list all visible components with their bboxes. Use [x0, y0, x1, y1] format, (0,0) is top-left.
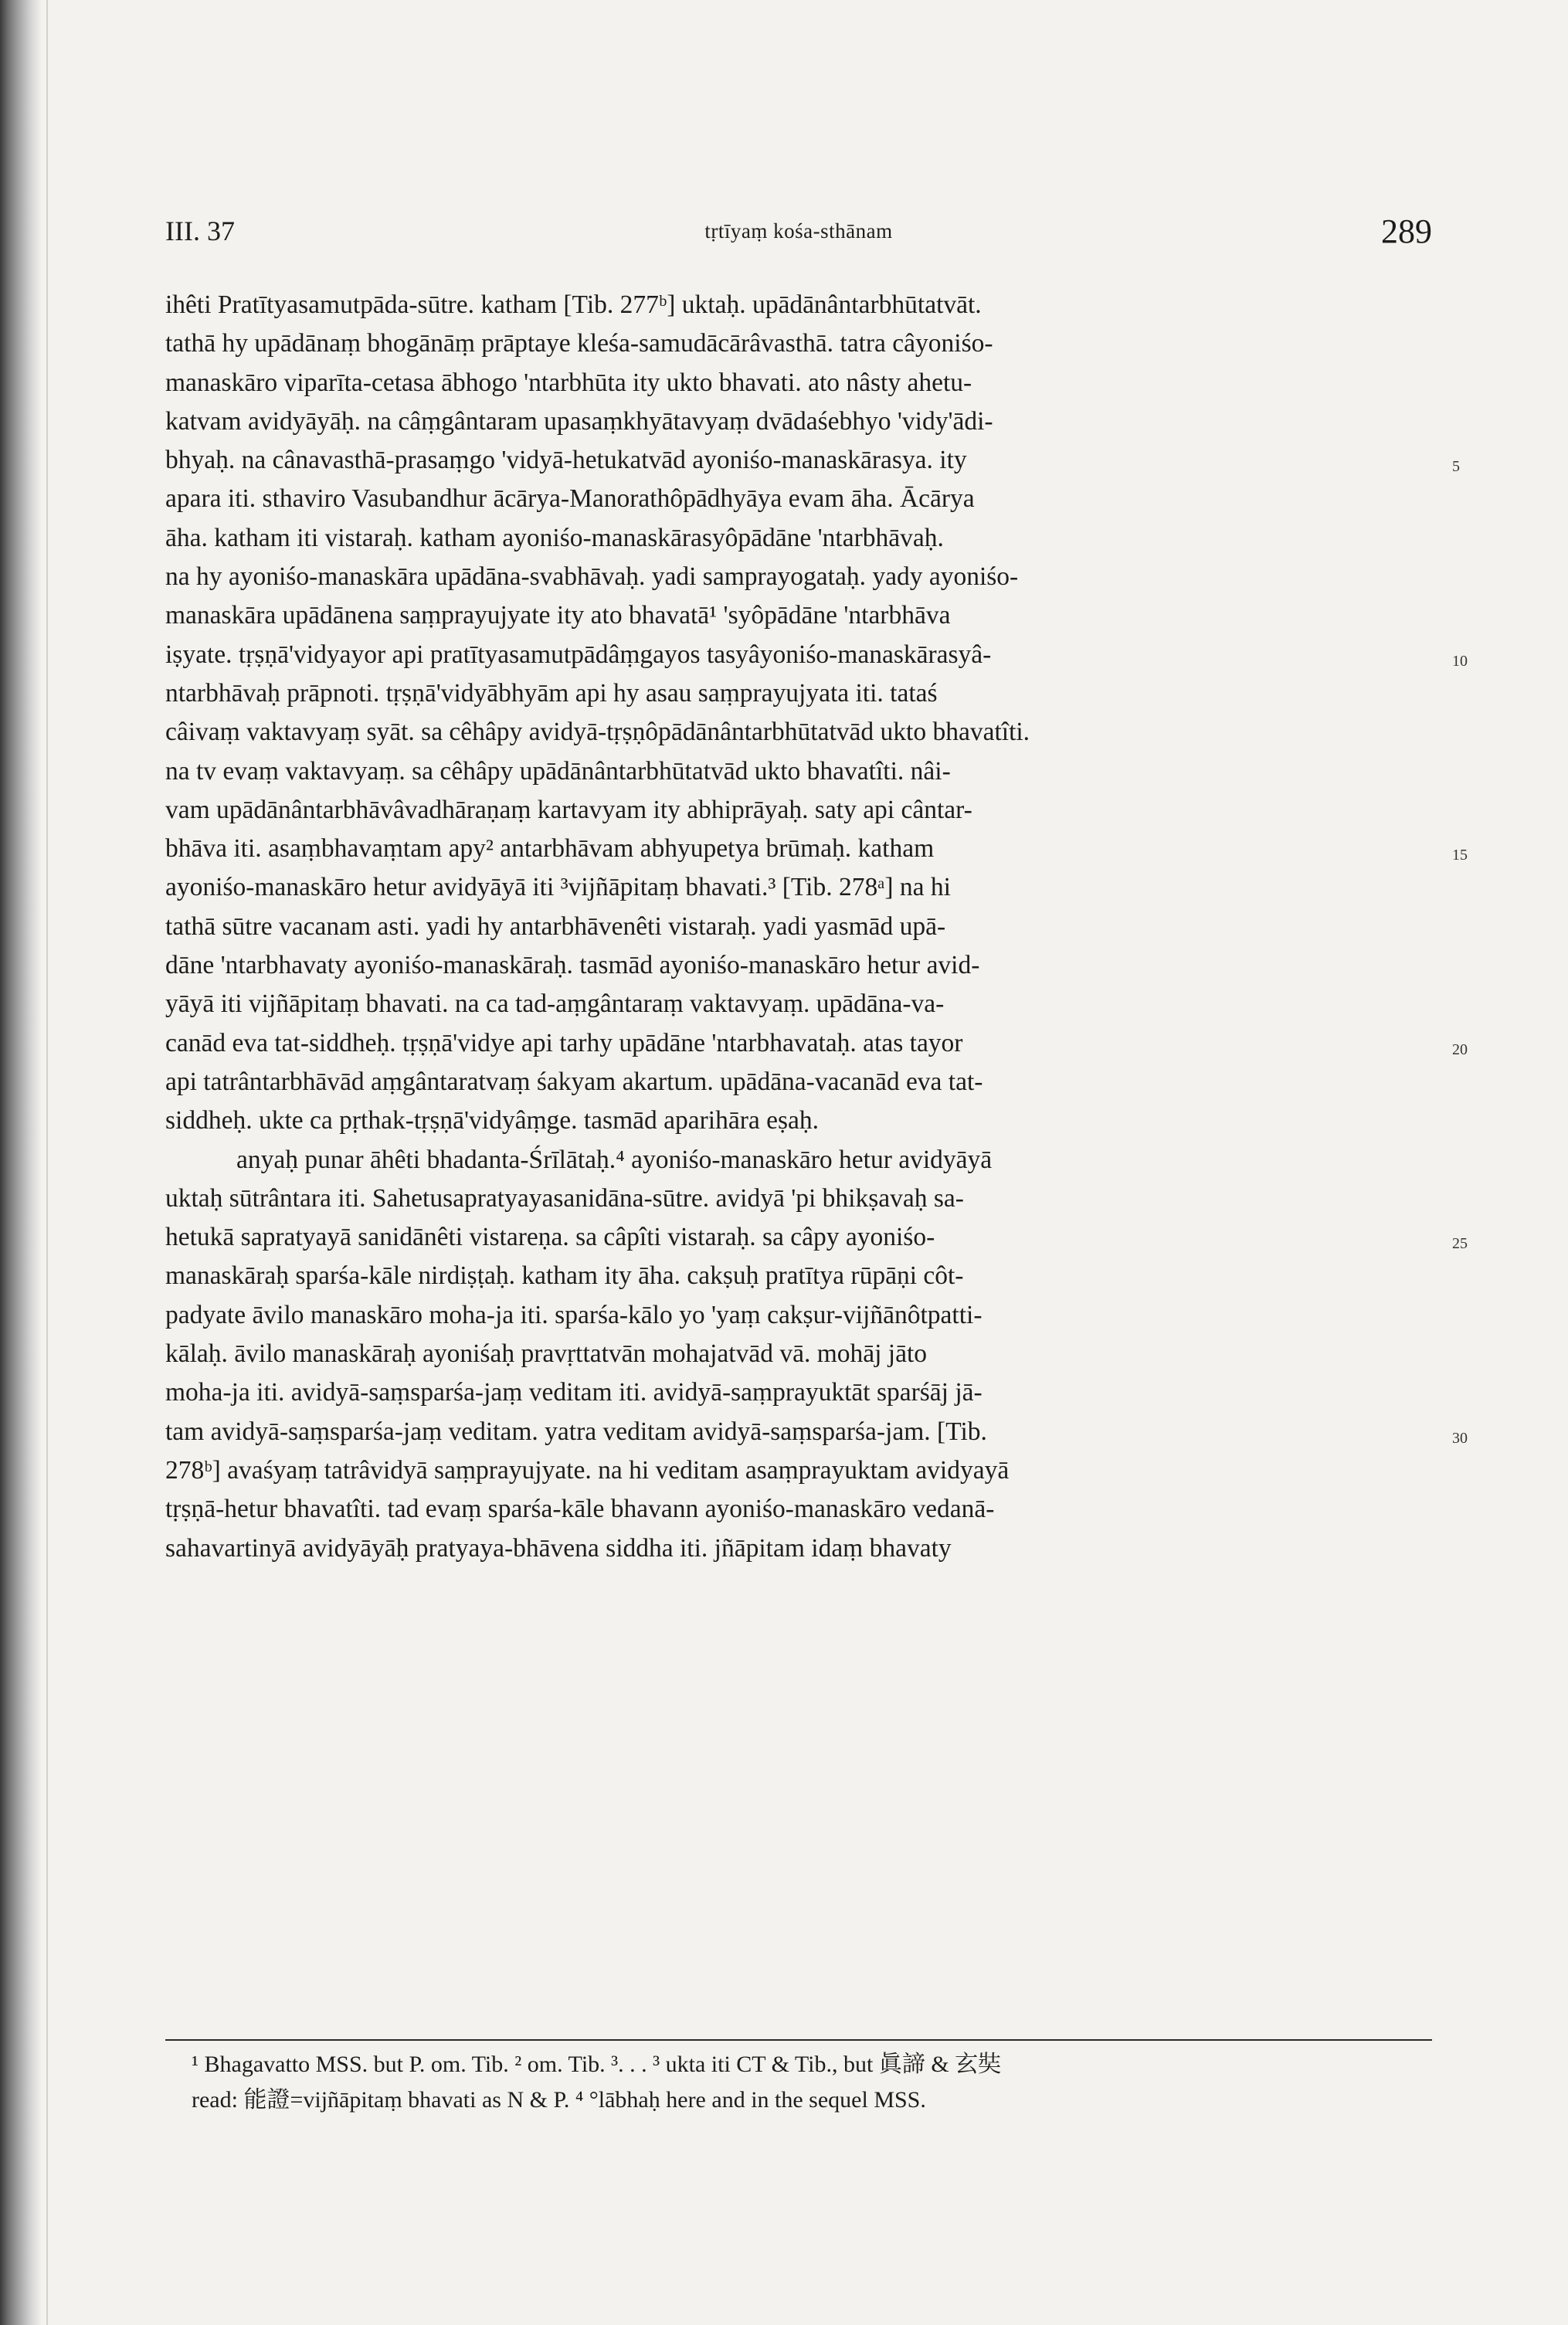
text-line-content: yāyā iti vijñāpitaṃ bhavati. na ca tad-aṃgântaraṃ vaktavyaṃ. upādāna-va- [165, 989, 945, 1019]
section-reference: III. 37 [165, 216, 235, 246]
line-number: 30 [1452, 1429, 1468, 1447]
text-line-content: uktaḥ sūtrântara iti. Sahetusapratyayasanidāna-sūtre. avidyā 'pi bhikṣavaḥ sa- [165, 1183, 964, 1213]
text-line [165, 713, 1432, 752]
text-line [165, 324, 1432, 363]
text-line-content: tathā sūtre vacanam asti. yadi hy antarbhāvenêti vistaraḥ. yadi yasmād upā- [165, 911, 946, 941]
text-line-content: câivaṃ vaktavyaṃ syāt. sa cêhâpy avidyā-tṛṣṇôpādānântarbhūtatvād ukto bhavatîti. [165, 718, 1030, 747]
gutter-line [46, 0, 48, 2325]
text-line [165, 674, 1432, 713]
main-text-block [165, 286, 1468, 1568]
text-line [165, 868, 1432, 907]
text-line-content: canād eva tat-siddheḥ. tṛṣṇā'vidye api tarhy upādāne 'ntarbhavataḥ. atas tayor [165, 1028, 963, 1057]
text-line [165, 1451, 1432, 1490]
text-line [165, 1257, 1432, 1295]
text-line-content: sahavartinyā avidyāyāḥ pratyaya-bhāvena siddha iti. jñāpitam idaṃ bhavaty [165, 1533, 952, 1563]
line-number: 20 [1452, 1040, 1468, 1058]
text-line [165, 1296, 1432, 1335]
text-line-content: manaskāro viparīta-cetasa ābhogo 'ntarbhūta ity ukto bhavati. ato nâsty ahetu- [165, 368, 972, 397]
text-line [165, 1218, 1468, 1257]
text-line-content: moha-ja iti. avidyā-saṃsparśa-jaṃ veditam iti. avidyā-saṃprayuktāt sparśāj jā- [165, 1378, 983, 1407]
text-line [165, 1101, 1432, 1140]
text-line [165, 636, 1468, 674]
text-line [165, 480, 1432, 518]
text-line [165, 830, 1468, 868]
text-line [165, 596, 1432, 635]
footnote-line: ¹ Bhagavatto MSS. but P. om. Tib. ² om. Tib. ³. . . ³ ukta iti CT & Tib., but 眞諦 & 玄奘 [192, 2052, 1002, 2077]
running-title: tṛtīyaṃ kośa-sthānam [704, 219, 893, 243]
text-line-content: api tatrântarbhāvād aṃgântaratvaṃ śakyam akartum. upādāna-vacanād eva tat- [165, 1067, 983, 1096]
text-line [165, 1024, 1468, 1063]
text-line-content: ayoniśo-manaskāro hetur avidyāyā iti ³vijñāpitaṃ bhavati.³ [Tib. 278ᵃ] na hi [165, 873, 951, 902]
text-line [165, 1335, 1432, 1373]
text-line [165, 908, 1432, 946]
text-line [165, 1141, 1432, 1179]
text-line [165, 985, 1432, 1023]
text-line-content: manaskāraḥ sparśa-kāle nirdiṣṭaḥ. katham ity āha. cakṣuḥ pratītya rūpāṇi côt- [165, 1261, 964, 1291]
text-line-content: katvam avidyāyāḥ. na câṃgântaram upasaṃkhyātavyaṃ dvādaśebhyo 'vidy'ādi- [165, 406, 993, 436]
text-line [165, 752, 1432, 791]
text-line-content: na hy ayoniśo-manaskāra upādāna-svabhāvaḥ. yadi samprayogataḥ. yady ayoniśo- [165, 562, 1019, 592]
text-line [165, 1373, 1432, 1412]
text-line [165, 1179, 1432, 1218]
text-line [165, 946, 1432, 985]
text-line [165, 1490, 1432, 1529]
text-line [165, 402, 1432, 441]
text-line [165, 1063, 1432, 1101]
footnote-line: read: 能證=vijñāpitaṃ bhavati as N & P. ⁴ °lābhaḥ here and in the sequel MSS. [192, 2087, 926, 2113]
page-number: 289 [1381, 212, 1432, 250]
text-line [165, 1413, 1468, 1451]
footnote-separator [165, 2039, 1432, 2041]
text-line-content: 278ᵇ] avaśyaṃ tatrâvidyā saṃprayujyate. na hi veditam asaṃprayuktam avidyayā [165, 1455, 1010, 1485]
book-spine-shadow [0, 0, 42, 2325]
line-number: 10 [1452, 652, 1468, 670]
page-header [165, 212, 1432, 261]
text-line [165, 364, 1432, 402]
text-line [165, 1529, 1432, 1568]
text-line-content: kālaḥ. āvilo manaskāraḥ ayoniśaḥ pravṛttatvān mohajatvād vā. mohāj jāto [165, 1339, 928, 1369]
text-line [165, 791, 1432, 830]
text-line-content: iṣyate. tṛṣṇā'vidyayor api pratītyasamutpādâṃgayos tasyâyoniśo-manaskārasyâ- [165, 640, 992, 669]
text-line-content: padyate āvilo manaskāro moha-ja iti. sparśa-kālo yo 'yaṃ cakṣur-vijñānôtpatti- [165, 1300, 983, 1329]
text-line-content: ihêti Pratītyasamutpāda-sūtre. katham [Tib. 277ᵇ] uktaḥ. upādānântarbhūtatvāt. [165, 290, 982, 319]
footnotes-block [192, 2047, 1427, 2118]
text-line-content: na tv evaṃ vaktavyaṃ. sa cêhâpy upādānântarbhūtatvād ukto bhavatîti. nâi- [165, 756, 951, 786]
line-number: 25 [1452, 1235, 1468, 1253]
text-line-content: āha. katham iti vistaraḥ. katham ayoniśo-manaskārasyôpādāne 'ntarbhāvaḥ. [165, 523, 944, 552]
text-line-content: bhāva iti. asaṃbhavaṃtam apy² antarbhāvam abhyupetya brūmaḥ. katham [165, 834, 935, 864]
text-line [165, 519, 1432, 558]
text-line [165, 558, 1432, 596]
text-line-content: tam avidyā-saṃsparśa-jaṃ veditam. yatra veditam avidyā-saṃsparśa-jam. [Tib. [165, 1417, 987, 1446]
text-line-content: anyaḥ punar āhêti bhadanta-Śrīlātaḥ.⁴ ayoniśo-manaskāro hetur avidyāyā [236, 1145, 993, 1174]
text-line-content: tathā hy upādānaṃ bhogānāṃ prāptaye kleśa-samudācārâvasthā. tatra câyoniśo- [165, 329, 993, 358]
text-line-content: tṛṣṇā-hetur bhavatîti. tad evaṃ sparśa-kāle bhavann ayoniśo-manaskāro vedanā- [165, 1495, 995, 1524]
line-number: 5 [1452, 458, 1460, 476]
text-line-content: dāne 'ntarbhavaty ayoniśo-manaskāraḥ. tasmād ayoniśo-manaskāro hetur avid- [165, 951, 980, 980]
text-line-content: siddheḥ. ukte ca pṛthak-tṛṣṇā'vidyâṃge. tasmād aparihāra eṣaḥ. [165, 1106, 820, 1135]
text-line-content: apara iti. sthaviro Vasubandhur ācārya-Manorathôpādhyāya evam āha. Ācārya [165, 484, 975, 514]
text-line [165, 441, 1460, 480]
text-line-content: bhyaḥ. na cânavasthā-prasaṃgo 'vidyā-hetukatvād ayoniśo-manaskārasya. ity [165, 446, 967, 475]
text-line-content: ntarbhāvaḥ prāpnoti. tṛṣṇā'vidyābhyām api hy asau saṃprayujyata iti. tataś [165, 678, 938, 708]
text-line-content: manaskāra upādānena saṃprayujyate ity ato bhavatā¹ 'syôpādāne 'ntarbhāva [165, 601, 951, 630]
text-line-content: hetukā sapratyayā sanidānêti vistareṇa. sa câpîti vistaraḥ. sa câpy ayoniśo- [165, 1223, 935, 1252]
text-line [165, 286, 1432, 324]
text-line-content: vam upādānântarbhāvâvadhāraṇaṃ kartavyam ity abhiprāyaḥ. saty api cântar- [165, 795, 972, 824]
line-number: 15 [1452, 847, 1468, 864]
